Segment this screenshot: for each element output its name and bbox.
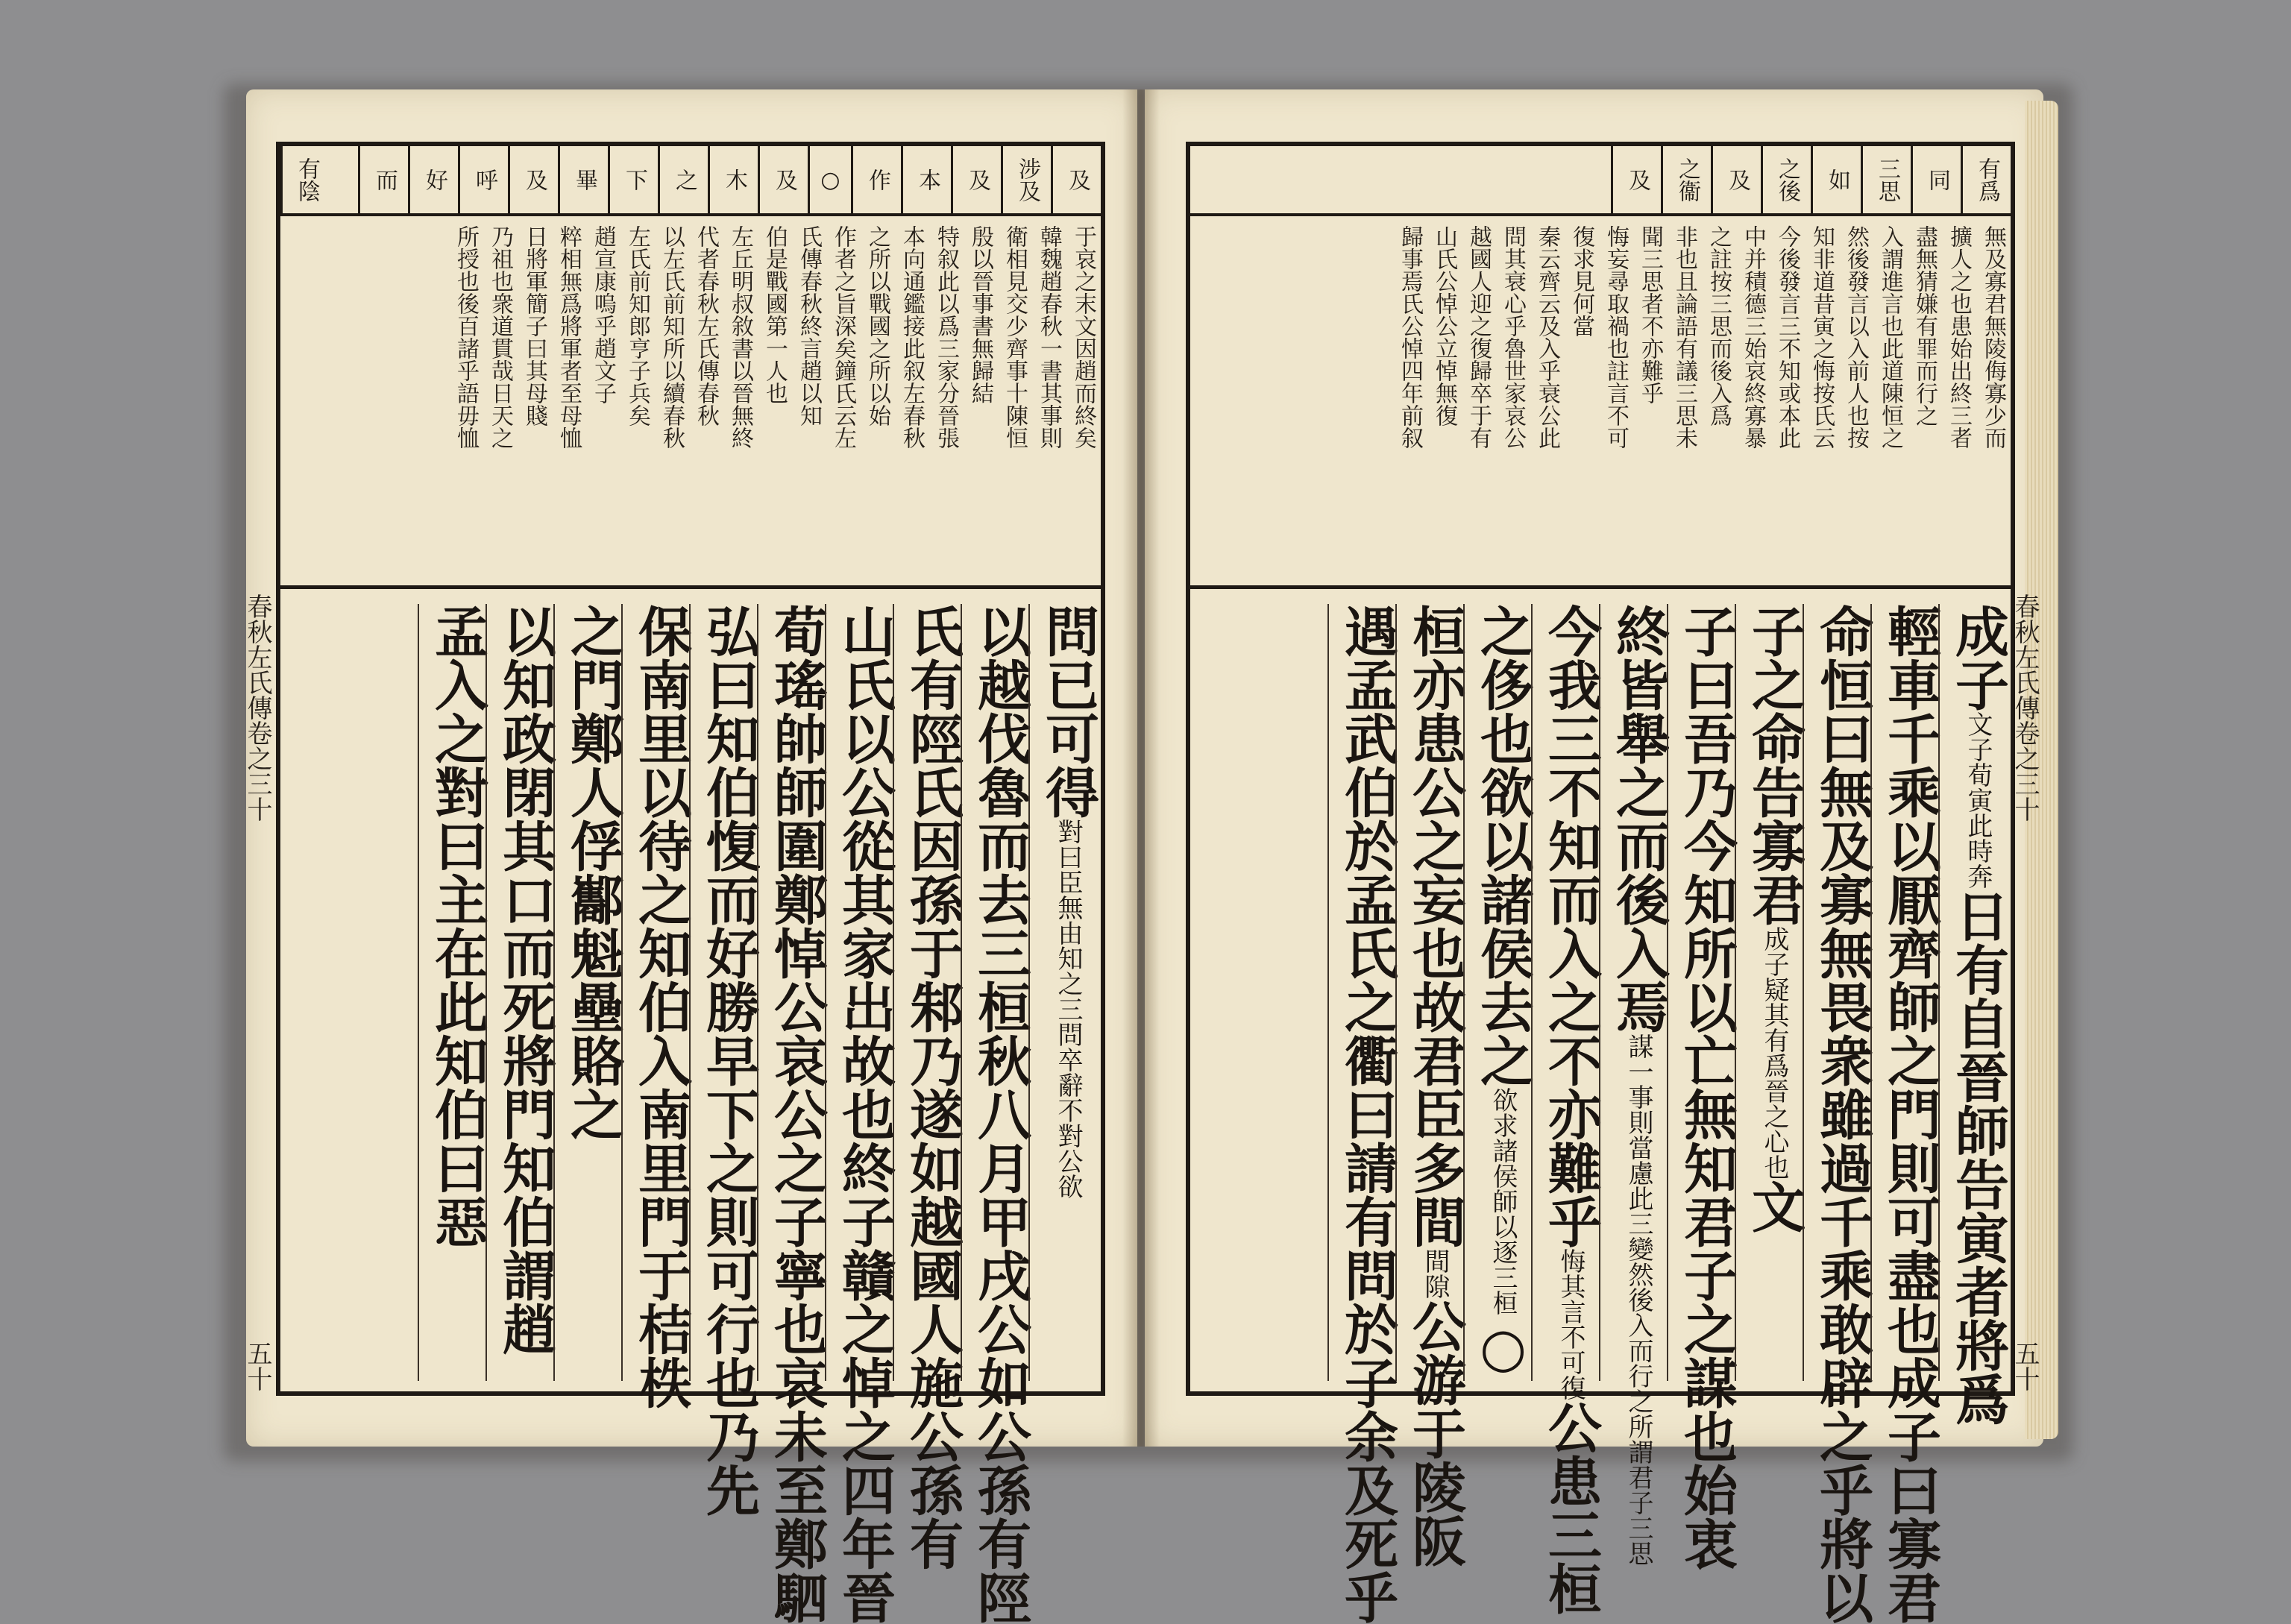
right-header-cell-text: 如 (1824, 169, 1850, 191)
left-commentary-column: 左丘明叔敘書以晉無終 (727, 225, 753, 449)
right-commentary-column: 知非道昔寅之悔按氏云 (1808, 225, 1835, 449)
right-main-column (1938, 604, 2010, 1426)
left-header-note (280, 146, 330, 213)
right-main-column-tail: 公患三桓 (1539, 1400, 1603, 1615)
left-commentary-column: 之所以戰國之所以始 (864, 225, 890, 427)
left-commentary-column: 本向通鑑接此叙左春秋 (899, 225, 925, 449)
right-header-cell-text: 及 (1624, 169, 1650, 191)
right-header-cell-text: 同 (1924, 169, 1950, 191)
right-commentary-column: 山氏公悼公立悼無復 (1431, 225, 1457, 427)
right-main-text (1190, 594, 2011, 1624)
left-main-column-text: 問已可得 (1037, 604, 1100, 819)
right-header-cell-text: 及 (1724, 169, 1750, 191)
left-header-cell (458, 146, 508, 213)
left-main-column-text: 孟入之對曰主在此知伯曰惡 (426, 604, 489, 1248)
left-main-column-text: 之門鄭人俘酅魁壘賂之 (562, 604, 625, 1141)
left-header-cell-text: 及 (521, 169, 547, 191)
right-commentary-column: 今後發言三不知或本此 (1774, 225, 1800, 449)
right-main-column-annotation: 悔其言不可復 (1556, 1248, 1586, 1400)
left-commentary-column: 趙宣康嗚乎趙文子 (590, 225, 616, 404)
right-commentary-column: 非也且論語有議三思未 (1671, 225, 1697, 449)
right-main-column-tail: ○ (1471, 1315, 1535, 1379)
left-commentary-column: 乃祖也衆道貫哉日天之 (487, 225, 513, 449)
left-header-cell (851, 146, 901, 213)
left-commentary-column: 衛相見交少齊事十陳恒 (1002, 225, 1028, 449)
right-main-column-text: 成子 (1946, 604, 2010, 711)
right-main-column-text: 命恒曰無及寡無畏衆雖過千乘敢辟之乎將以 (1811, 604, 1874, 1624)
left-commentary-column: 特叙此以爲三家分晉張 (933, 225, 959, 449)
right-main-column (1395, 604, 1467, 1567)
right-main-column-tail: 君子之謀也始衷 (1675, 1195, 1738, 1570)
left-main-column (689, 604, 761, 1517)
right-main-column (1735, 604, 1806, 1381)
left-header-cell-text: 木 (721, 169, 747, 191)
left-folio: 五十 (242, 1341, 272, 1391)
right-header-cell-text: 之後 (1774, 157, 1800, 202)
left-main-column (757, 604, 829, 1624)
right-commentary-column: 擴人之也患始出終三者 (1946, 225, 1972, 449)
right-commentary-column: 入謂進言也此道陳恒之 (1877, 225, 1903, 449)
left-header-cell (358, 146, 408, 213)
left-main-column (485, 604, 557, 1381)
right-main-column (1463, 604, 1535, 1381)
left-main-column (553, 604, 625, 1381)
left-commentary-column: 所授也後百諸乎語毋恤 (453, 225, 479, 449)
right-commentary-column: 然後發言以入前人也按 (1843, 225, 1869, 449)
left-header-cell-text: 之 (671, 169, 697, 191)
left-commentary-column: 以左氏前知所以續春秋 (659, 225, 685, 449)
right-margin-title-text: 春秋左氏傳卷之三十 (2010, 594, 2040, 822)
right-main-column (1531, 604, 1603, 1615)
right-main-column-text: 今我三不知而入之不亦難乎 (1539, 604, 1603, 1248)
left-header-note-text: 有陰 (294, 157, 320, 202)
left-header-cell-text: 本 (914, 169, 940, 191)
right-main-column-annotation: 文子荀寅此時奔 (1963, 711, 1993, 889)
left-header-cell-text: 而 (371, 169, 397, 191)
right-main-column (1870, 604, 1942, 1624)
right-header-cell (1961, 146, 2011, 213)
book-gutter (1122, 89, 1160, 1447)
left-header-cell (708, 146, 758, 213)
right-header-cell-text: 之衞 (1674, 157, 1700, 202)
left-main-column-text: 山氏以公從其家出故也終子贛之悼之四年晉 (833, 604, 896, 1624)
right-main-column-text: 之侈也欲以諸侯去之 (1471, 604, 1535, 1087)
left-header-cell (608, 146, 658, 213)
left-text-frame (242, 142, 1105, 1624)
right-header-cell (1611, 146, 1661, 213)
right-header-cell (1811, 146, 1861, 213)
right-commentary-column: 之註按三思而後入爲 (1706, 225, 1732, 427)
left-commentary-column: 作者之旨深矣鐘氏云左 (830, 225, 856, 449)
right-header-cell-text: 三思 (1874, 157, 1900, 202)
right-main-column-text: 輕車千乘以厭齊師之門則可盡也成子曰寡君 (1879, 604, 1942, 1624)
right-main-column-annotation: 間隙 (1420, 1248, 1450, 1299)
left-header-cell-text: 作 (864, 169, 890, 191)
left-header-cell (408, 146, 458, 213)
left-header-cell-text: 及 (1064, 169, 1090, 191)
left-header-cell-text: 好 (421, 169, 447, 191)
right-main-column-text: 桓亦患公之妄也故君臣多間 (1404, 604, 1467, 1248)
left-main-column (893, 604, 964, 1570)
right-commentary-column: 中并積德三始哀終寡暴 (1740, 225, 1766, 449)
left-header-cell-text: ○ (817, 166, 843, 193)
right-commentary-column: 無及寡君無陵侮寡少而 (1980, 225, 2006, 449)
right-commentary-column: 盡無猜嫌有罪而行之 (1911, 225, 1938, 427)
right-commentary-column: 悔妄尋取禍也註言不可 (1603, 225, 1629, 449)
left-header-cell (508, 146, 558, 213)
left-main-column-text: 保南里以待之知伯入南里門于桔柣 (629, 604, 693, 1409)
left-header-cell-text: 及 (964, 169, 990, 191)
right-margin-title (2010, 594, 2043, 1391)
right-commentary-column: 問其衰心乎魯世家哀公 (1500, 225, 1526, 449)
left-main-column (1028, 604, 1100, 1381)
right-header-cell (1661, 146, 1711, 213)
left-commentary-column: 粹相無爲將軍者至母恤 (556, 225, 582, 449)
left-header-cell (951, 146, 1001, 213)
left-header-cell (901, 146, 951, 213)
right-main-column-annotation: 欲求諸侯師以逐三桓 (1488, 1087, 1518, 1315)
left-commentary-column: 氏傳春秋終言趙以知 (796, 225, 822, 427)
right-main-column-text: 子之命告寡君 (1743, 604, 1806, 926)
left-header-cell-text: 涉及 (1014, 157, 1040, 202)
left-header-cell (658, 146, 708, 213)
right-main-column-annotation: 成子疑其有爲晉之心也 (1759, 926, 1789, 1180)
right-header-cell (1711, 146, 1761, 213)
left-commentary-column: 左氏前知郎亨子兵矣 (624, 225, 650, 427)
left-header-cell-text: 呼 (471, 169, 497, 191)
left-main-column (825, 604, 896, 1624)
right-main-column-annotation: 謀一事則當慮此三變然後入而行之所謂君子三思 (1624, 1033, 1653, 1566)
left-commentary-column: 韓魏趙春秋一書其事則 (1036, 225, 1062, 449)
left-header-cell (758, 146, 808, 213)
right-main-column-tail: 日有自晉師告寅者將爲 (1946, 889, 2010, 1426)
left-margin-title-text: 春秋左氏傳卷之三十 (242, 594, 272, 822)
left-header-cell (558, 146, 608, 213)
right-main-column-tail: 文 (1743, 1180, 1806, 1233)
left-header-band (280, 146, 1101, 216)
right-main-column-tail: 公游于陵阪 (1404, 1299, 1467, 1567)
left-main-column-text: 氏有陘氏因孫于邾乃遂如越國人施公孫有 (901, 604, 964, 1570)
right-main-column (1599, 604, 1671, 1566)
right-header-cell-text: 有爲 (1974, 157, 2000, 202)
left-commentary (280, 216, 1101, 589)
right-main-column (1803, 604, 1874, 1624)
left-commentary-column: 伯是戰國第一人也 (761, 225, 788, 404)
left-main-column-text: 以知政閉其口而死將門知伯謂趙 (494, 604, 557, 1356)
left-header-cell-text: 畢 (571, 169, 597, 191)
right-commentary-column: 秦云齊云及入乎衰公此 (1534, 225, 1560, 449)
left-commentary-column: 代者春秋左氏傳春秋 (693, 225, 719, 427)
left-main-column (418, 604, 489, 1381)
left-main-column (961, 604, 1032, 1624)
right-main-column-text: 終皆舉之而後入焉 (1607, 604, 1671, 1033)
left-header-cell-text: 下 (621, 169, 647, 191)
left-header-cell (1001, 146, 1051, 213)
left-main-column-text: 以越伐魯而去三桓秋八月甲戌公如公孫有陘 (969, 604, 1032, 1624)
right-commentary-column: 復求見何當 (1568, 225, 1594, 337)
right-commentary (1190, 216, 2011, 589)
left-margin-title (242, 594, 276, 1391)
left-commentary-column: 殷以晉事書無歸結 (967, 225, 993, 404)
left-commentary-column: 日將軍簡子曰其母賤 (521, 225, 547, 427)
left-main-column (621, 604, 693, 1409)
left-main-column-text: 弘曰知伯愎而好勝早下之則可行也乃先 (697, 604, 761, 1517)
left-header-cell (1051, 146, 1101, 213)
right-main-column (1667, 604, 1738, 1570)
right-commentary-column: 歸事焉氏公悼四年前叙 (1397, 225, 1423, 449)
right-commentary-column: 聞三思者不亦難乎 (1637, 225, 1663, 404)
left-main-column-annotation: 對曰臣無由知之三問卒辭不對公欲 (1053, 819, 1083, 1199)
right-main-column-text: 子曰吾乃今知所以亡無知 (1675, 604, 1738, 1195)
right-header-band (1190, 146, 2011, 216)
right-commentary-column: 越國人迎之復歸卒于有 (1465, 225, 1492, 449)
right-header-cell (1911, 146, 1961, 213)
right-header-cell (1761, 146, 1811, 213)
right-folio: 五十 (2010, 1341, 2040, 1391)
left-commentary-column: 于哀之末文因趙而終矣 (1070, 225, 1096, 449)
left-header-cell (808, 146, 851, 213)
right-text-frame (1186, 142, 2040, 1624)
left-main-text (280, 594, 1101, 1624)
right-header-cell (1861, 146, 1911, 213)
left-main-column-text: 荀瑤帥師圍鄭悼公哀公之子寧也哀未至鄭駟 (765, 604, 829, 1624)
right-main-column-text: 遇孟武伯於孟氏之衢曰請有問於子余及死乎 (1336, 604, 1399, 1624)
right-main-column (1327, 604, 1399, 1624)
left-header-cell-text: 及 (771, 169, 797, 191)
